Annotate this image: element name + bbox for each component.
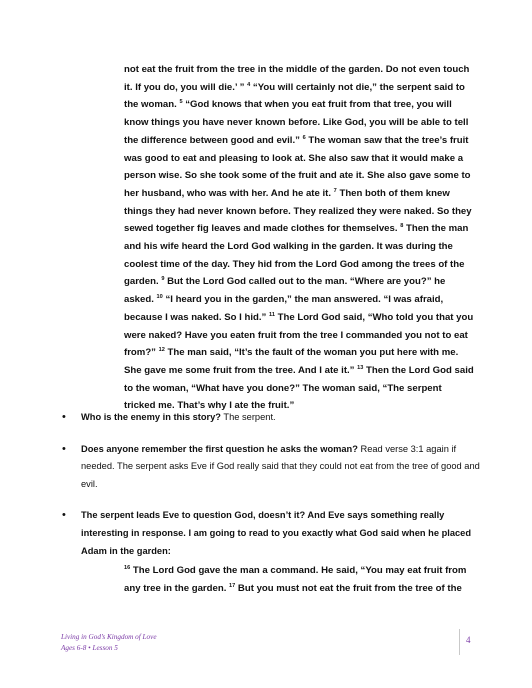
discussion-answer: The serpent. (221, 412, 276, 422)
discussion-question: The serpent leads Eve to question God, doesn’t it? And Eve says something really interesting in response. I am going to read to you exactly what God said when he placed Adam in the garden: (81, 510, 472, 556)
scripture-text: not eat the fruit from the tree in the middle of the garden. Do not even touch it. If you do, you will die.’ ” (124, 64, 470, 93)
verse-number: 12 (158, 347, 165, 354)
scripture-text: But you must not eat the fruit from the tree of the (235, 582, 462, 594)
scripture-text: The Lord God gave the man a command. He said, “You may eat fruit from any tree in the garden. (124, 565, 467, 594)
footer-subtitle: Ages 6-8 • Lesson 5 (61, 644, 118, 652)
footer-divider (459, 629, 460, 655)
discussion-answer: Read verse 3:1 again if needed. The serpent asks Eve if God really said that they could not eat from the tree of good and evil. (81, 443, 480, 489)
verse-number: 17 (229, 582, 236, 589)
verse-number: 8 (400, 223, 404, 230)
discussion-list (62, 409, 482, 560)
discussion-item (62, 507, 482, 560)
verse-number: 5 (179, 99, 183, 106)
discussion-item (62, 441, 482, 494)
scripture-text: “God knows that when you eat fruit from that tree, you will know things you have never known before. Like God, you will be able to tell the difference between good and evil.” (124, 99, 469, 146)
discussion-item (62, 409, 482, 427)
scripture-text: Then both of them knew things they had never known before. They realized they were naked. So they sewed together fig leaves and made clothes for themselves. (124, 187, 472, 235)
verse-number: 13 (357, 364, 364, 371)
verse-number: 16 (124, 565, 131, 571)
footer-title: Living in God’s Kingdom of Love (61, 633, 157, 641)
verse-number: 10 (156, 294, 163, 301)
verse-number: 9 (161, 276, 165, 283)
scripture-text: But the Lord God called out to the man. “Where are you?” he asked. (124, 276, 446, 306)
footer (61, 632, 157, 654)
page-number: 4 (466, 635, 471, 645)
discussion-question: Does anyone remember the first question he asks the woman? (81, 443, 358, 454)
verse-number: 6 (302, 134, 306, 141)
verse-number: 11 (269, 311, 275, 318)
verse-number: 4 (247, 81, 251, 88)
scripture-text: “I heard you in the garden,” the man answered. “I was afraid, because I was naked. So I hid.” (124, 294, 444, 323)
scripture-text: The Lord God said, “Who told you that you were naked? Have you eaten fruit from the tree I commanded you not to eat from?” (124, 311, 474, 359)
scripture-passage (124, 61, 474, 415)
discussion-question: Who is the enemy in this story? (81, 412, 221, 422)
scripture-text: “You will certainly not die,” the serpent said to the woman. (124, 81, 465, 111)
scripture-text: Then the Lord God said to the woman, “What have you done?” The woman said, “The serpent tricked me. That’s why I ate the fruit.” (124, 364, 474, 412)
verse-number: 7 (333, 187, 337, 194)
scripture-text: The woman saw that the tree’s fruit was good to eat and pleasing to look at. She also saw that it would make a person wise. So she took some of the fruit and ate it. She also gave some to her husband, who was with her. And he ate it. (124, 134, 471, 199)
scripture-quote (124, 562, 469, 597)
scripture-text: The man said, “It’s the fault of the woman you put here with me. She gave me some fruit from the tree. And I ate it.” (124, 347, 459, 376)
scripture-text: Then the man and his wife heard the Lord God walking in the garden. It was during the coolest time of the day. They hid from the Lord God among the trees of the garden. (124, 223, 469, 288)
